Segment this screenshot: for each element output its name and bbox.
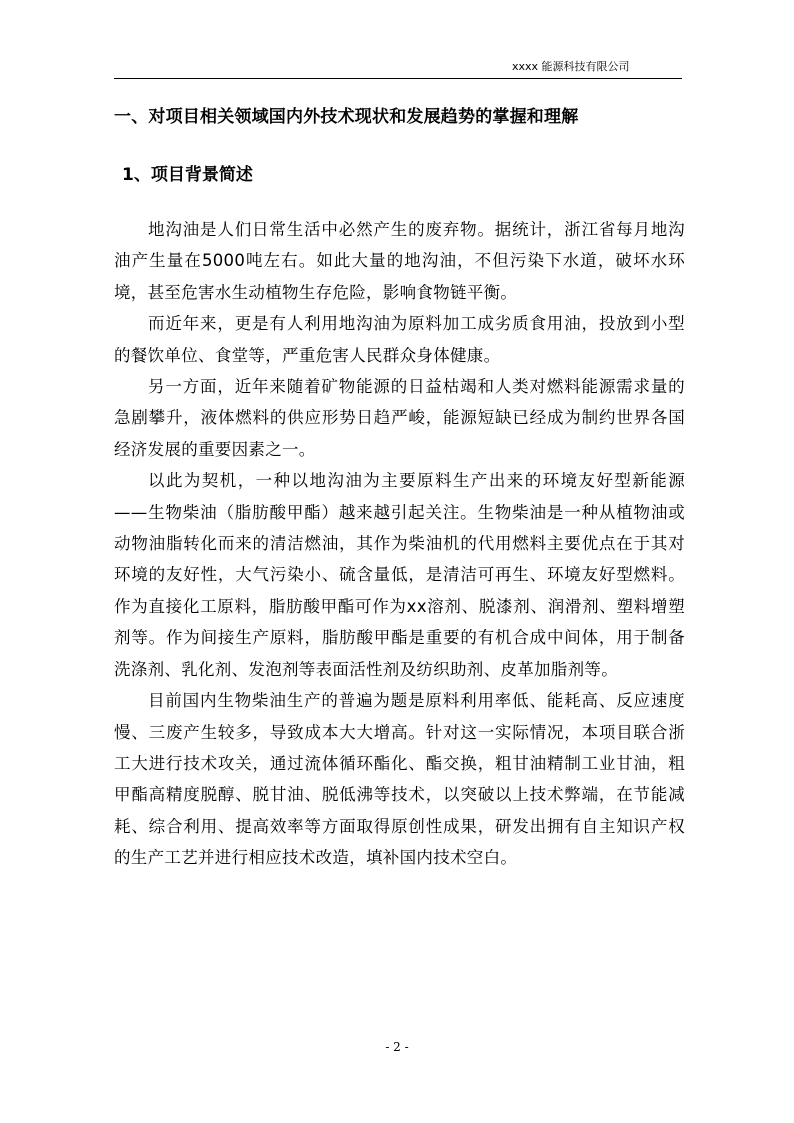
header-divider [114, 78, 682, 79]
paragraph-3: 另一方面，近年来随着矿物能源的日益枯竭和人类对燃料能源需求量的急剧攀升，液体燃料的供应形势日趋严峻，能源短缺已经成为制约世界各国经济发展的重要因素之一。 [114, 377, 685, 459]
body-text [114, 214, 685, 874]
paragraph-1: 地沟油是人们日常生活中必然产生的废弃物。据统计，浙江省每月地沟油产生量在5000吨左右。如此大量的地沟油，不但污染下水道，破坏水环境，甚至危害水生动植物生存危险，影响食物链平衡。 [114, 220, 685, 302]
paragraph-5: 目前国内生物柴油生产的普遍为题是原料利用率低、能耗高、反应速度慢、三废产生较多，导致成本大大增高。针对这一实际情况，本项目联合浙工大进行技术攻关，通过流体循环酯化、酯交换，粗甘油精制工业甘油，粗甲酯高精度脱醇、脱甘油、脱低沸等技术，以突破以上技术弊端，在节能减耗、综合利用、提高效率等方面取得原创性成果，研发出拥有自主知识产权的生产工艺并进行相应技术改造，填补国内技术空白。 [114, 691, 685, 868]
subsection-title: 1、项目背景简述 [122, 165, 253, 185]
page-number: - 2 - [385, 1040, 409, 1054]
header-company-name: xxxx 能源科技有限公司 [512, 60, 630, 73]
paragraph-2: 而近年来，更是有人利用地沟油为原料加工成劣质食用油，投放到小型的餐饮单位、食堂等，严重危害人民群众身体健康。 [114, 314, 685, 365]
paragraph-4: 以此为契机，一种以地沟油为主要原料生产出来的环境友好型新能源——生物柴油（脂肪酸甲酯）越来越引起关注。生物柴油是一种从植物油或动物油脂转化而来的清洁燃油，其作为柴油机的代用燃料主要优点在于其对环境的友好性，大气污染小、硫含量低，是清洁可再生、环境友好型燃料。作为直接化工原料，脂肪酸甲酯可作为xx溶剂、脱漆剂、润滑剂、塑料增塑剂等。作为间接生产原料，脂肪酸甲酯是重要的有机合成中间体，用于制备洗涤剂、乳化剂、发泡剂等表面活性剂及纺织助剂、皮革加脂剂等。 [114, 471, 685, 679]
section-title: 一、对项目相关领域国内外技术现状和发展趋势的掌握和理解 [114, 107, 579, 127]
